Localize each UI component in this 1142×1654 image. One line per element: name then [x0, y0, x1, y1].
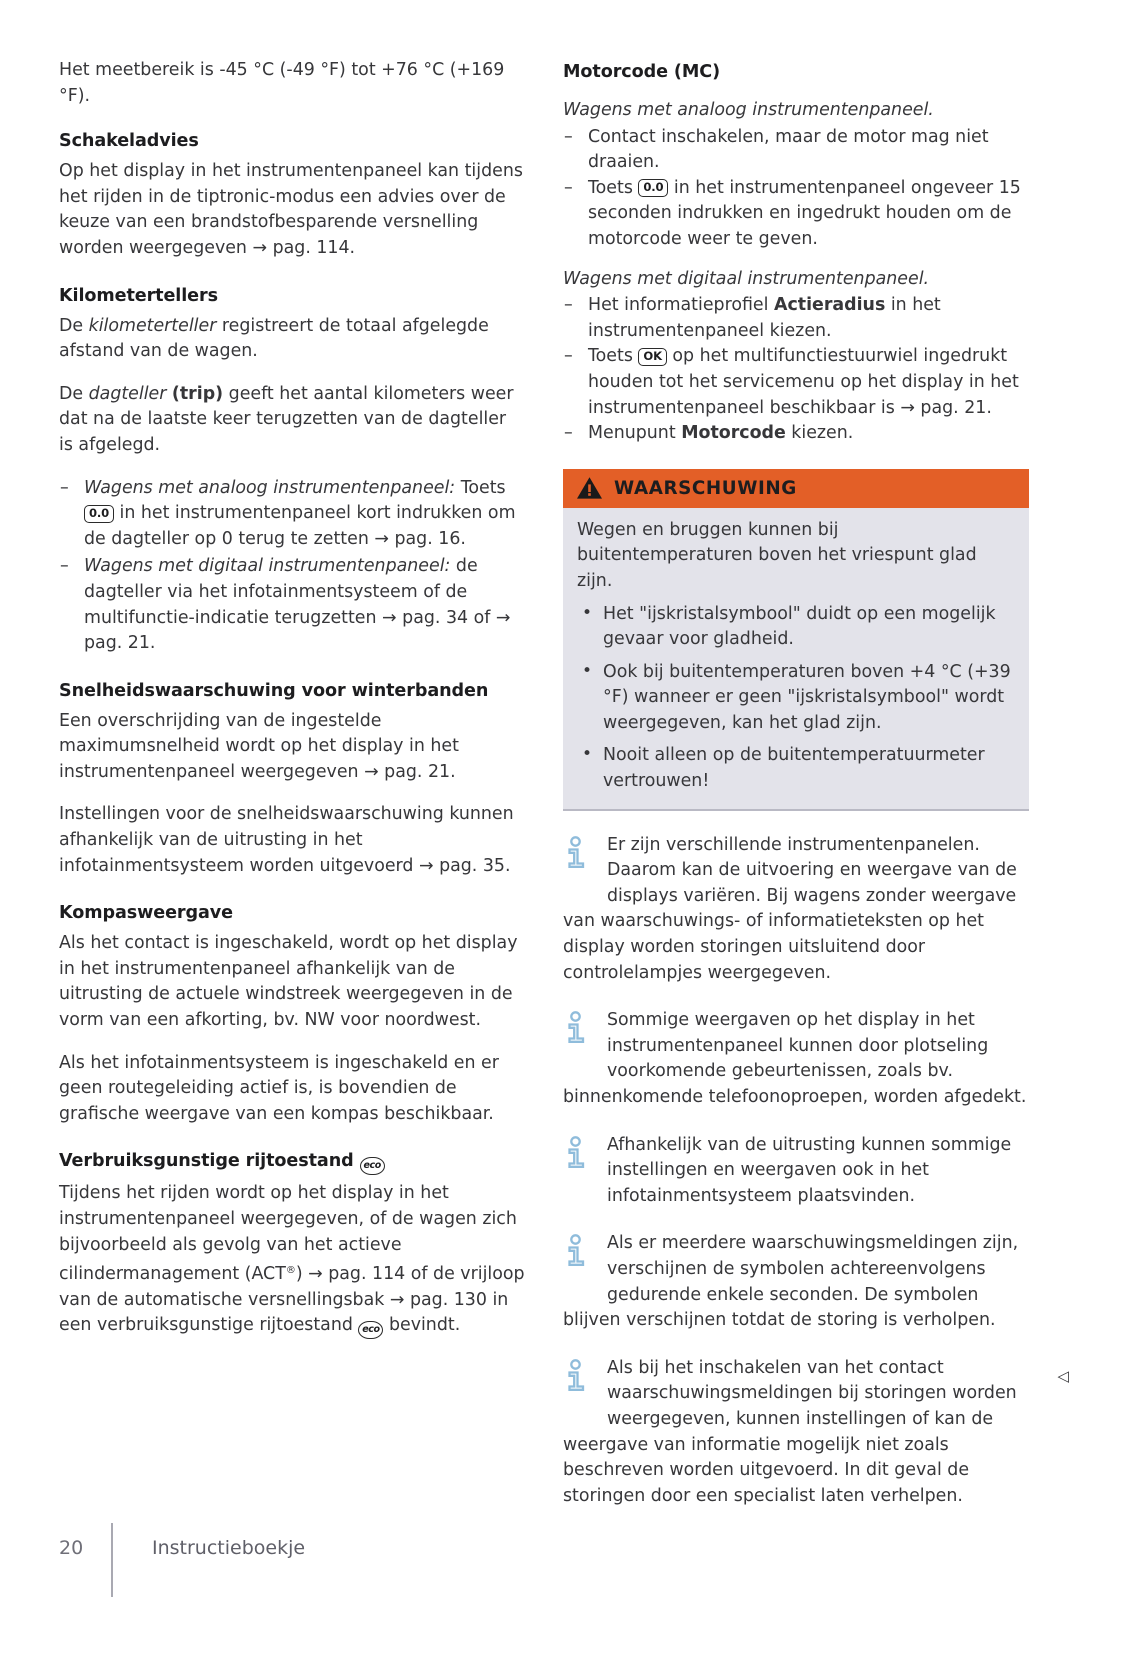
list-item — [563, 421, 1029, 447]
list-item-text-after-key: in het instrumentenpaneel ongeveer 15 seconden indrukken en ingedrukt houden om de motorcode weer te geven. — [588, 177, 1021, 249]
info-note-text — [563, 1356, 1029, 1510]
info-note — [563, 833, 1029, 987]
dash-list-kilometertellers — [59, 476, 525, 657]
paragraph-part-2: ) → pag. 114 of de vrijloop van de automatische versnellingsbak → pag. 130 in een verbruiksgunstige rijtoestand — [59, 1264, 525, 1336]
info-note-text — [563, 833, 1029, 987]
lead-analog-panel: Wagens met analoog instrumentenpaneel. — [563, 100, 934, 120]
right-column — [563, 58, 1069, 1506]
info-note-body: Er zijn verschillende instrumentenpanelen. Daarom kan de uitvoering en weergave van de displays variëren. Bij wagens zonder weergave van waarschuwings- of informatieteksten op het display worden storingen uitsluitend door controlelampjes weergegeven. — [563, 834, 1017, 983]
heading-motorcode: Motorcode (MC) — [563, 62, 721, 82]
paragraph-dagteller: De dagteller (trip) geeft het aantal kilometers weer dat na de laatste keer terugzetten van de dagteller is afgelegd. — [59, 383, 514, 455]
list-item — [59, 554, 525, 656]
dash-list-analog — [563, 125, 1029, 253]
info-note-text — [563, 1008, 1029, 1110]
warning-box — [563, 469, 1029, 811]
eco-icon-inline: eco — [358, 1321, 383, 1339]
list-item-text-after-key: op het multifunctiestuurwiel ingedrukt houden tot het servicemenu op het display in het instrumentenpaneel beschikbaar is → pag. 21. — [588, 346, 1019, 418]
heading-text: Verbruiksgunstige rijtoestand — [59, 1151, 354, 1172]
info-note — [563, 1133, 1029, 1210]
list-item: – Contact inschakelen, maar de motor mag niet draaien. — [563, 125, 1029, 176]
heading-snelheidswaarschuwing: Snelheidswaarschuwing voor winterbanden — [59, 680, 489, 701]
intro-paragraph: Het meetbereik is -45 °C (-49 °F) tot +76 °C (+169 °F). — [59, 60, 505, 106]
info-note — [563, 1356, 1029, 1510]
warning-box-header — [563, 469, 1029, 508]
list-item: • Ook bij buitentemperaturen boven +4 °C (+39 °F) wanneer er geen "ijskristalsymbool" wordt weergegeven, kan het glad zijn. — [577, 660, 1015, 737]
warning-bullet-list — [577, 602, 1015, 795]
footer-book-title: Instructieboekje — [152, 1537, 306, 1559]
list-item-text-after-bold: in het instrumentenpaneel kiezen. — [588, 295, 941, 341]
list-item-text-before-key: Toets — [455, 477, 506, 498]
registered-mark: ® — [285, 1265, 296, 1277]
info-note — [563, 1008, 1029, 1110]
term-kilometerteller: kilometerteller — [88, 315, 217, 336]
paragraph-kompas-1: Als het contact is ingeschakeld, wordt op het display in het instrumentenpaneel afhankelijk van de uitrusting de actuele windstreek weergegeven in de vorm van een afkorting, bv. NW voor noordwest. — [59, 933, 518, 1031]
list-item-italic-lead: Wagens met analoog instrumentenpaneel: — [84, 477, 456, 498]
paragraph-snelheid-1: Een overschrijding van de ingestelde maximumsnelheid wordt op het display in het instrumentenpaneel weergegeven → pag. 21. — [59, 710, 459, 782]
info-note-text — [563, 1231, 1029, 1333]
info-note-body: Als bij het inschakelen van het contact waarschuwingsmeldingen bij storingen worden weergegeven, kunnen instellingen of kan de weergave van informatie mogelijk niet zoals beschreven worden uitgevoerd. In dit geval de storingen door een specialist laten verhelpen. — [563, 1357, 1017, 1506]
paragraph-snelheid-2: Instellingen voor de snelheidswaarschuwing kunnen afhankelijk van de uitrusting in het infotainmentsysteem worden uitgevoerd → pag. 35. — [59, 804, 514, 876]
paragraph-verbruiksgunstig — [59, 1181, 525, 1339]
list-item-text-before-bold: Menupunt — [588, 423, 682, 444]
info-note-body: Als er meerdere waarschuwingsmeldingen zijn, verschijnen de symbolen achtereenvolgens gedurende enkele seconden. De symbolen blijven verschijnen totdat de storing is verholpen. — [563, 1233, 1019, 1331]
info-icon — [566, 1136, 592, 1170]
list-item-text-before-key: Toets — [588, 346, 639, 367]
paragraph-kilometerteller: De kilometerteller registreert de totaal afgelegde afstand van de wagen. — [59, 315, 489, 362]
list-item — [59, 476, 525, 553]
list-item-text-after-key: in het instrumentenpaneel kort indrukken om de dagteller op 0 terug te zetten → pag. 16. — [84, 503, 516, 549]
warning-box-body — [563, 508, 1029, 809]
list-item-text-after-key: de dagteller via het infotainmentsysteem of de multifunctie-indicatie terugzetten → pag. 34 of → pag. 21. — [84, 556, 511, 654]
list-item-italic-lead: Wagens met digitaal instrumentenpaneel: — [84, 556, 451, 577]
dash-list-digital — [563, 293, 1029, 447]
trip-reset-key-icon[interactable]: 0.0 — [84, 505, 114, 523]
list-item: • Het "ijskristalsymbool" duidt op een mogelijk gevaar voor gladheid. — [577, 602, 1015, 653]
list-item — [563, 344, 1029, 421]
term-trip: (trip) — [171, 383, 224, 404]
menu-item-actieradius: Actieradius — [774, 295, 886, 316]
info-icon — [566, 1234, 592, 1268]
ok-key-icon[interactable]: OK — [638, 348, 666, 366]
info-icon — [566, 1359, 592, 1393]
eco-icon: eco — [360, 1157, 385, 1175]
heading-kompasweergave: Kompasweergave — [59, 903, 233, 924]
paragraph-part-1: Tijdens het rijden wordt op het display in het instrumentenpaneel weergegeven, of de wagen zich bijvoorbeeld als gevolg van het actieve cilindermanagement (ACT — [59, 1183, 517, 1285]
info-icon — [566, 836, 592, 870]
end-of-section-marker: ◁ — [1057, 1367, 1069, 1385]
list-item — [563, 293, 1029, 344]
info-icon — [566, 1011, 592, 1045]
lead-digital-panel: Wagens met digitaal instrumentenpaneel. — [563, 268, 930, 289]
list-item: • Nooit alleen op de buitentemperatuurmeter vertrouwen! — [577, 743, 1015, 794]
page-number: 20 — [59, 1537, 84, 1559]
warning-title: WAARSCHUWING — [614, 477, 797, 499]
paragraph-part-3: bevindt. — [383, 1315, 461, 1336]
info-note-body: Sommige weergaven op het display in het instrumentenpaneel kunnen door plotseling voorkomende gebeurtenissen, zoals bv. binnenkomende telefoonoproepen, worden afgedekt. — [563, 1010, 1027, 1107]
menu-item-motorcode: Motorcode — [681, 423, 786, 444]
warning-intro: Wegen en bruggen kunnen bij buitentemperaturen boven het vriespunt glad zijn. — [577, 519, 977, 591]
footer-divider — [111, 1523, 113, 1597]
warning-triangle-icon — [576, 476, 603, 500]
info-note-body: Afhankelijk van de uitrusting kunnen sommige instellingen en weergaven ook in het infotainmentsysteem plaatsvinden. — [607, 1134, 1012, 1206]
heading-kilometertellers: Kilometertellers — [59, 285, 218, 306]
info-note — [563, 1231, 1029, 1333]
list-item — [563, 176, 1029, 253]
paragraph-schakeladvies: Op het display in het instrumentenpaneel kan tijdens het rijden in de tiptronic-modus een advies over de keuze van een brandstofbesparende versnelling worden weergegeven → pag. 114. — [59, 161, 523, 258]
list-item-text-after-bold: kiezen. — [785, 423, 854, 444]
list-item-text-before-bold: Het informatieprofiel — [588, 295, 774, 316]
list-item-text-before-key: Toets — [588, 177, 639, 198]
heading-schakeladvies: Schakeladvies — [59, 131, 199, 152]
left-column — [59, 58, 525, 1388]
page-footer — [59, 1525, 559, 1571]
term-dagteller: dagteller — [88, 383, 167, 404]
heading-verbruiksgunstige-rijtoestand — [59, 1149, 525, 1175]
info-note-text — [563, 1133, 1029, 1210]
trip-reset-key-icon[interactable]: 0.0 — [638, 179, 668, 197]
paragraph-kompas-2: Als het infotainmentsysteem is ingeschakeld en er geen routegeleiding actief is, is bovendien de grafische weergave van een kompas beschikbaar. — [59, 1052, 499, 1124]
two-column-body — [59, 58, 1069, 1506]
